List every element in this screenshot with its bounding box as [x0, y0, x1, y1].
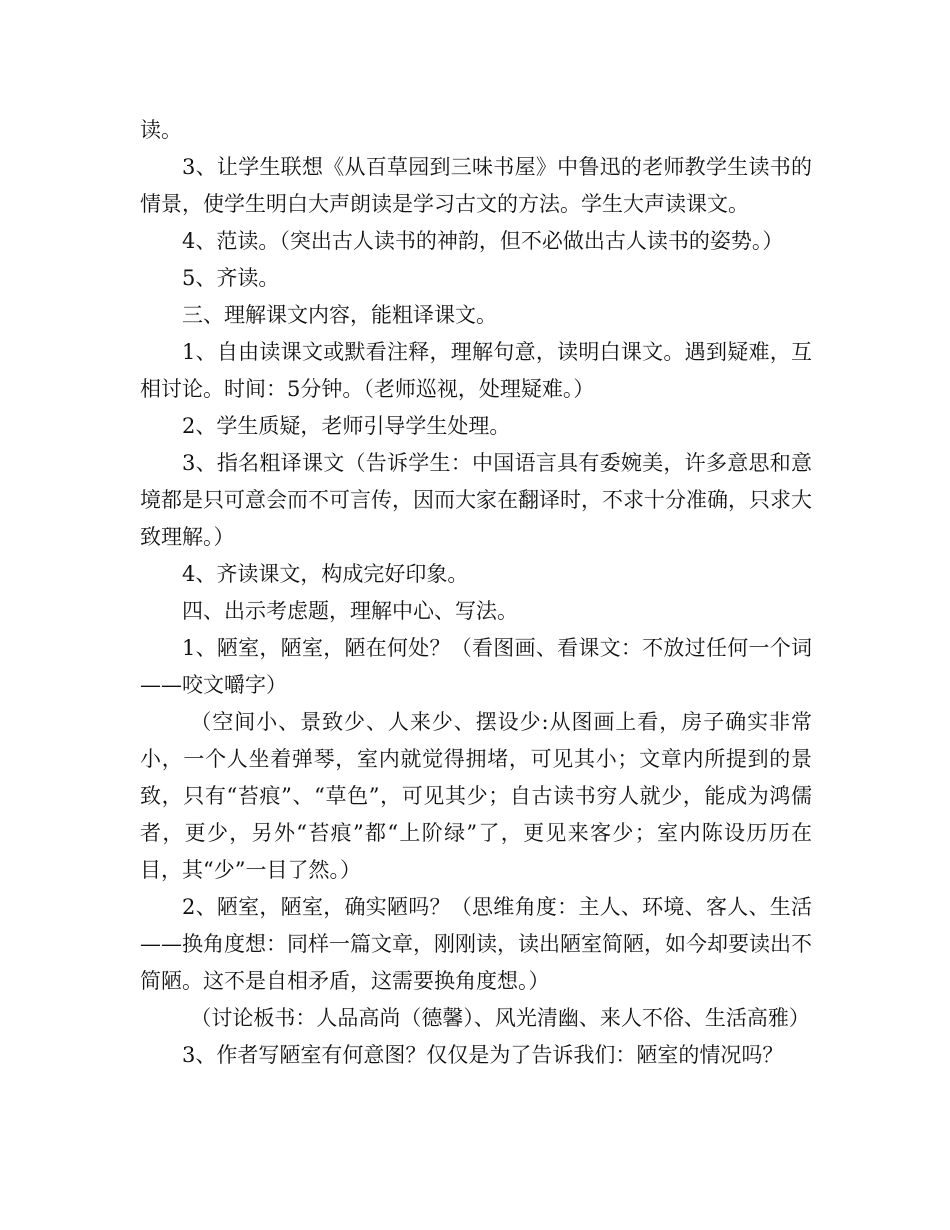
paragraph-step-4-model-reading: 4、范读。（突出古人读书的神韵，但不必做出古人读书的姿势。）	[182, 229, 784, 253]
section-heading-3: 三、理解课文内容，能粗译课文。	[182, 303, 497, 327]
paragraph-free-reading: 1、自由读课文或默看注释，理解句意，读明白课文。遇到疑难，互相讨论。时间：5分钟。（老师巡视，处理疑难。）	[140, 340, 812, 401]
paragraph-continuation: 读。	[140, 118, 182, 142]
question-2: 2、陋室，陋室，确实陋吗？（思维角度：主人、环境、客人、生活——换角度想：同样一篇文章，刚刚读，读出陋室简陋，如今却要读出不简陋。这不是自相矛盾，这需要换角度想。）	[140, 895, 812, 993]
paragraph-rough-translation: 3、指名粗译课文（告诉学生：中国语言具有委婉美，许多意思和意境都是只可意会而不可言传，因而大家在翻译时，不求十分准确，只求大致理解。）	[140, 451, 812, 549]
paragraph-step-3-association: 3、让学生联想《从百草园到三味书屋》中鲁迅的老师教学生读书的情景，使学生明白大声朗读是学习古文的方法。学生大声读课文。	[140, 155, 812, 216]
question-1: 1、陋室，陋室，陋在何处？（看图画、看课文：不放过任何一个词——咬文嚼字）	[140, 636, 812, 697]
paragraph-student-questions: 2、学生质疑，老师引导学生处理。	[182, 414, 511, 438]
section-heading-4: 四、出示考虑题，理解中心、写法。	[182, 599, 518, 623]
blackboard-notes: （讨论板书：人品高尚（德馨）、风光清幽、来人不俗、生活高雅）	[190, 1006, 810, 1030]
document-page	[140, 112, 812, 1074]
question-3: 3、作者写陋室有何意图？仅仅是为了告诉我们：陋室的情况吗？	[182, 1043, 784, 1067]
paragraph-read-together: 4、齐读课文，构成完好印象。	[182, 562, 469, 586]
answer-1-explanation: （空间小、景致少、人来少、摆设少:从图画上看，房子确实非常小，一个人坐着弹琴，室内就觉得拥堵，可见其小；文章内所提到的景致，只有“苔痕”、“草色”，可见其少；自古读书穷人就少，能成为鸿儒者，更少，另外“苔痕”都“上阶绿”了，更见来客少；室内陈设历历在目，其“少”一目了然。）	[140, 710, 812, 882]
paragraph-step-5-group-reading: 5、齐读。	[182, 266, 280, 290]
